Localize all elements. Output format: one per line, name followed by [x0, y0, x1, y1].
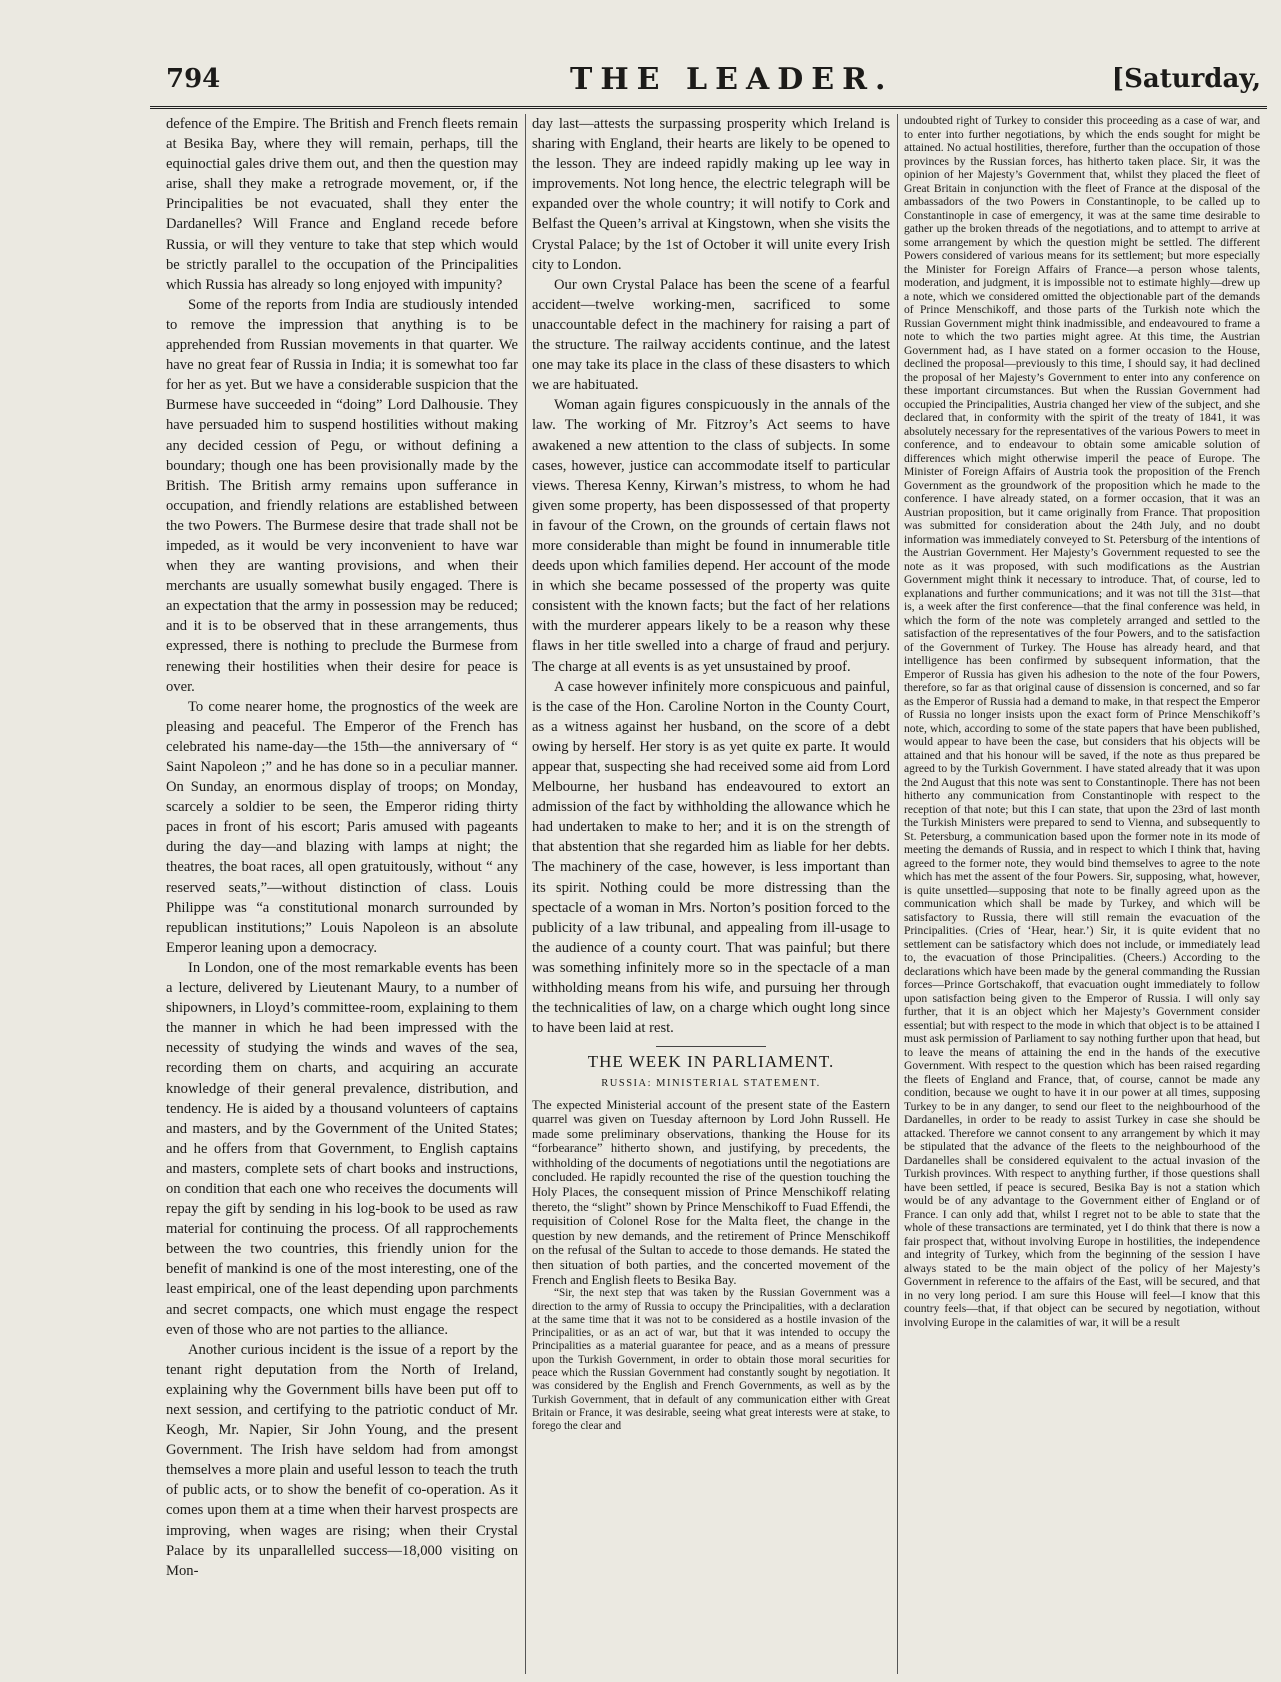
header-rule — [150, 106, 1267, 109]
page-number: 794 — [166, 64, 221, 94]
quoted-speech-continued: undoubted right of Turkey to consider this proceeding as a case of war, and to enter into further negotiations, by which the ends sought for might be attained. No actual hostilities, therefore, further than the occupation of those provinces by the Russian forces, has hitherto taken place. Sir, it was the opinion of her Majesty’s Government that, whilst they placed the fleet of Great Britain in conjunction with the fleet of France at the disposal of the ambassadors of the two Powers in Constantinople, to be called up to Constantinople in case of emergency, it was at the same time desirable to gather up the broken threads of the negotiations, and to attempt to arrive at some arrangement by which the question might be settled. The different Powers considered of various means for its settlement; but more especially the Minister for Foreign Affairs of France—a person whose talents, moderation, and judgment, it is impossible not to estimate highly—drew up a note, which we considered omitted the objectionable part of the demands of Prince Menschikoff, and those parts of the Turkish note which the Russian Government might think inadmissible, and endeavoured to frame a note to which the two parties might agree. At this time, the Austrian Government had, as I have stated on a former occasion to the House, declined the proposal—previously to this time, I should say, it had declined the proposal of her Majesty’s Government to enter into any conference on these important circumstances. But when the Russian Government had occupied the Principalities, Austria changed her view of the subject, and she declared that, in conformity with the spirit of the treaty of 1841, it was absolutely necessary for the representatives of the various Powers to meet in conference, and to endeavour to obtain some amicable solution of differences which might otherwise imperil the peace of Europe. The Minister of Foreign Affairs of Austria took the proposition of the French Government as the groundwork of the proposition which he made to the conference. I have already stated, on a former occasion, that it was an Austrian proposition, but it came originally from France. That proposition was submitted for consideration about the 24th July, and no doubt information was immediately conveyed to St. Petersburg of the intentions of the Austrian Government. Her Majesty’s Government requested to see the note as it was proposed, with such modifications as the Austrian Government might think it necessary to introduce. That, of course, led to explanations and further communications; and it was not till the 31st—that is, a week after the first conference—that the final conference was held, in which the form of the note was completely arranged and settled to the satisfaction of the representatives of the four Powers, and to the satisfaction of the Government of Turkey. The House has already heard, and that intelligence has been confirmed by subsequent information, that the Emperor of Russia has given his adhesion to the note of the four Powers, therefore, so far as that original cause of dissension is concerned, and so far as the Emperor of Russia had a demand to make, in that respect the Emperor of Russia no longer insists upon the exact form of Prince Menschikoff’s note, which, according to some of the state papers that have been published, would appear to have been the case, but considers that his objects will be attained and that his honour will be saved, if the note as thus prepared be agreed to by the Turkish Government. I have stated already that it was upon the 2nd August that this note was sent to Constantinople. There has not been hitherto any communication from Constantinople with respect to the reception of that note; but this I can state, that upon the 23rd of last month the Turkish Ministers were prepared to send to Vienna, and subsequently to St. Petersburg, a communication based upon the former note in its mode of meeting the demands of Russia, and in respect to which I think that, having agreed to the former note, they would bind themselves to agree to the note which has met the assent of the four Powers. Sir, supposing, what, however, is quite unsettled—supposing that note to be finally agreed upon as the communication which shall be made by Turkey, and which will be satisfactory to Russia, there will still remain the evacuation of the Principalities. (Cries of ‘Hear, hear.’) Sir, it is quite evident that no settlement can be satisfactory which does not include, or immediately lead to, the evacuation of those Principalities. (Cheers.) According to the declarations which have been made by the general commanding the Russian forces—Prince Gortschakoff, that evacuation ought immediately to follow upon satisfaction being given to the Emperor of Russia. I will only say further, that it is an object which her Majesty’s Government consider essential; but with respect to the mode in which that object is to be attained I must ask permission of Parliament to say nothing further upon that head, but to leave the means of attaining the end in the hands of the executive Government. With respect to the question which has been raised regarding the fleets of England and France, that, of course, cannot be made any condition, because we ought to have it in our power at all times, supposing Turkey to be in any danger, to send our fleet to the neighbourhood of the Dardanelles, in order to be ready to assist Turkey in case she should be attacked. Therefore we cannot consent to any arrangement by which it may be stipulated that the advance of the fleets to the neighbourhood of the Dardanelles shall be considered equivalent to the actual invasion of the Turkish provinces. With respect to anything further, if those questions shall have been settled, if peace is secured, Besika Bay is not a station which would be of any advantage to the Government either of England or of France. I can only add that, whilst I regret not to be able to state that the whole of these transactions are terminated, yet I do think that there is now a fair prospect that, without involving Europe in hostilities, the independence and integrity of Turkey, which from the beginning of the session I have always stated to be the main object of the policy of her Majesty’s Government in reference to the affairs of the East, will be secured, and that in no very long period. I am sure this House will feel—I know that this country feels—that, if that object can be secured by negotiation, without involving Europe in the calamities of war, it will be a result — [904, 114, 1260, 1329]
issue-day: [Saturday, — [1111, 64, 1261, 94]
paragraph: Another curious incident is the issue of a report by the tenant right deputation from the North of Ireland, explaining why the Government bills have been put off to next session, and certifying to the patriotic conduct of Mr. Keogh, Mr. Napier, Sir John Young, and the present Government. The Irish have seldom had from amongst themselves a more plain and useful lesson to teach the truth of public acts, or to show the benefit of co-operation. As it comes upon them at a time when their harvest prospects are improving, when wages are rising; when their Crystal Palace by its unparallelled success—18,000 visiting on Mon- — [166, 1341, 518, 1579]
paragraph: A case however infinitely more conspicuous and painful, is the case of the Hon. Caroline Norton in the County Court, as a witness against her husband, on the score of a debt owing by herself. Her story is as yet quite ex parte. It would appear that, suspecting she had received some aid from Lord Melbourne, her husband has endeavoured to extort an admission of the fact by withholding the allowance which he had undertaken to make to her; and it is on the strength of that abstention that she regarded him as liable for her debts. The machinery of the case, however, is less important than its spirit. Nothing could be more distressing than the spectacle of a woman in Mrs. Norton’s position forced to the publicity of a law tribunal, and appealing from ill-usage to the audience of a county court. That was painful; but there was something infinitely more so in the spectacle of a man withholding means from his wife, and pursuing her through the technicalities of law, on a charge which ought long since to have been laid at rest. — [532, 678, 890, 1037]
paragraph: Our own Crystal Palace has been the scene of a fearful accident—twelve working-men, sacrificed to some unaccountable defect in the machinery for raising a part of the structure. The railway accidents continue, and the latest one may take its place in the class of these disasters to which we are habituated. — [532, 276, 890, 394]
column-right — [904, 114, 1260, 1674]
column-left — [166, 114, 518, 1674]
column-middle — [532, 114, 890, 1674]
section-heading: THE WEEK IN PARLIAMENT. — [587, 1052, 835, 1072]
quoted-speech: “Sir, the next step that was taken by the Russian Government was a direction to the army of Russia to occupy the Principalities, with a declaration at the same time that it was not to be considered as a hostile invasion of the Principalities, or as an act of war, but that it was intended to occupy the Principalities as a material guarantee for peace, and as a means of pressure upon the Turkish Government, in order to obtain those moral securities for peace which the Russian Government had constantly sought by negotiation. It was considered by the English and French Governments, as well as by the Turkish Government, that in default of any communication either with Great Britain or France, it was desirable, seeing what great interests were at stake, to forego the clear and — [532, 1287, 890, 1433]
column-divider — [525, 114, 526, 1674]
report-paragraph: The expected Ministerial account of the present state of the Eastern quarrel was given on Tuesday afternoon by Lord John Russell. He made some preliminary observations, thanking the House for its “forbearance” hitherto shown, and justifying, by precedents, the withholding of the documents of negotiations until the negotiations are concluded. He rapidly recounted the rise of the question touching the Holy Places, the consequent mission of Prince Menschikoff relating thereto, the “slight” shown by Prince Menschikoff to Fuad Effendi, the requisition of Colonel Rose for the Malta fleet, the change in the question by new demands, and the retirement of Prince Menschikoff on the refusal of the Sultan to accede to those demands. He stated the then situation of both parties, and the concerted movement of the French and English fleets to Besika Bay. — [532, 1097, 890, 1287]
paragraph: Woman again figures conspicuously in the annals of the law. The working of Mr. Fitzroy’s Act seems to have awakened a new attention to the class of subjects. In some cases, however, justice can accommodate itself to particular views. Theresa Kenny, Kirwan’s mistress, to whom he had given some property, has been dispossessed of that property in favour of the Crown, on the grounds of certain flaws not more considerable than might be found in innumerable title deeds upon which families depend. Her account of the mode in which she became possessed of the property was quite consistent with the known facts; but the fact of her relations with the murderer appears likely to be a reason why these flaws in her title swelled into a charge of fraud and perjury. The charge at all events is as yet unsustained by proof. — [532, 397, 890, 675]
paragraph: To come nearer home, the prognostics of the week are pleasing and peaceful. The Emperor of the French has celebrated his name-day—the 15th—the anniversary of “ Saint Napoleon ;” and he has done so in a peculiar manner. On Sunday, an enormous display of troops; on Monday, scarcely a soldier to be seen, the Emperor riding thirty paces in front of his escort; Paris amused with pageants during the day—and blazing with lamps at night; the theatres, the boat races, all open gratuitously, without “ any reserved seats,”—without distinction of class. Louis Philippe was “a constitutional monarch surrounded by republican institutions;” Louis Napoleon is an absolute Emperor leaning upon a democracy. — [166, 698, 518, 956]
paragraph: defence of the Empire. The British and French fleets remain at Besika Bay, where they will remain, perhaps, till the equinoctial gales drive them out, and then the question may arise, shall they make a retrograde movement, or, if the Principalities be not evacuated, shall they enter the Dardanelles? Will France and England recede before Russia, or will they venture to take that step which would be strictly parallel to the occupation of the Principalities which Russia has already so long enjoyed with impunity? — [166, 116, 518, 293]
paragraph: Some of the reports from India are studiously intended to remove the impression that anything is to be apprehended from Russian movements in that quarter. We have no great fear of Russia in India; it is somewhat too far for her as yet. But we have a considerable suspicion that the Burmese have succeeded in “doing” Lord Dalhousie. They have persuaded him to suspend hostilities without making any decided cession of Pegu, or without defining a boundary; though one has been provisionally made by the British. The British army remains upon sufferance in occupation, and friendly relations are established between the two Powers. The Burmese desire that trade shall not be impeded, as it would be very inconvenient to have war when they are wanting provisions, and when their merchants are usually somewhat busily engaged. There is an expectation that the army in possession may be reduced; and it is to be observed that in these arrangements, thus expressed, there is nothing to preclude the Burmese from renewing their hostilities when their desire for peace is over. — [166, 296, 518, 695]
masthead — [150, 62, 1261, 106]
section-subheading: RUSSIA: MINISTERIAL STATEMENT. — [601, 1078, 821, 1090]
column-divider — [897, 114, 898, 1674]
newspaper-title: THE LEADER. — [570, 62, 894, 97]
paragraph: In London, one of the most remarkable events has been a lecture, delivered by Lieutenant Maury, to a number of shipowners, in Lloyd’s committee-room, explaining to them the manner in which he had been impressed with the necessity of studying the winds and waves of the sea, recording them on charts, and acquiring an accurate knowledge of their general prevalence, distribution, and tendency. He is aided by a thousand volunteers of captains and masters, and by the Government of the United States; and he offers from that Government, to English captains and masters, complete sets of chart books and instructions, on condition that each one who receives the documents will repay the gift by sending in his log-book to be used as raw material for continuing the process. Of all rapprochements between the two countries, this friendly union for the benefit of mankind is one of the most interesting, one of the least empirical, one of the least depending upon parchments and secret compacts, one which must engage the respect even of those who are not parties to the alliance. — [166, 959, 518, 1338]
section-divider — [656, 1046, 766, 1047]
paragraph: day last—attests the surpassing prosperity which Ireland is sharing with England, their hearts are likely to be opened to the lesson. They are indeed rapidly making up lee way in improvements. Not long hence, the electric telegraph will be expanded over the whole country; it will notify to Cork and Belfast the Queen’s arrival at Kingstown, when she visits the Crystal Palace; by the 1st of October it will unite every Irish city to London. — [532, 116, 890, 273]
